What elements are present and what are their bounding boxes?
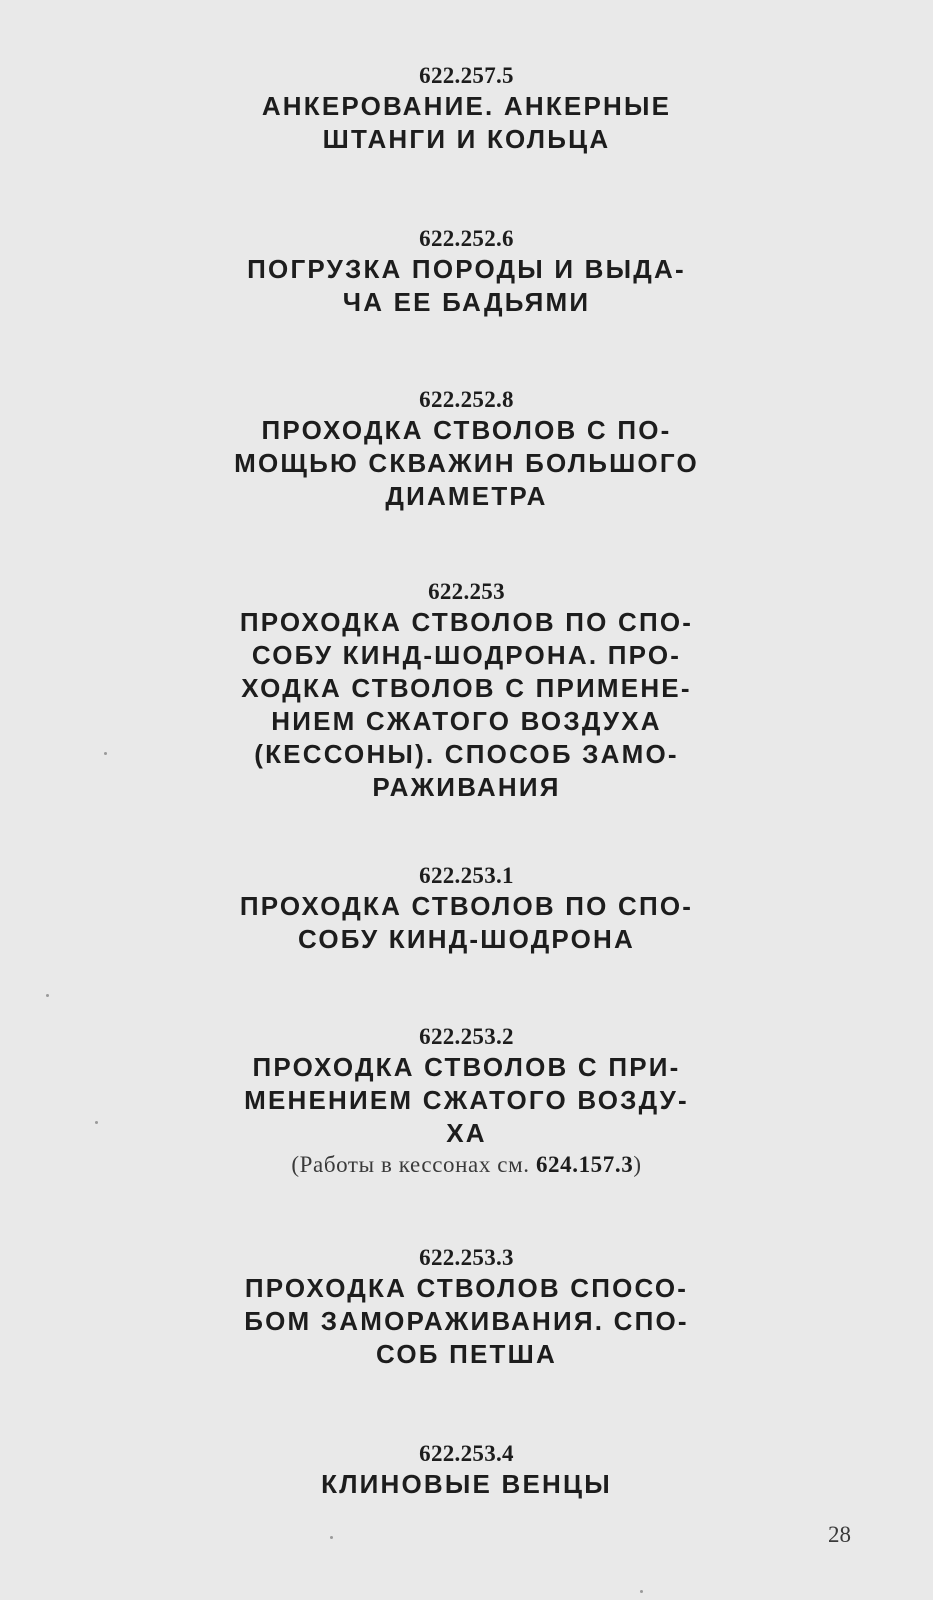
heading-line: БОМ ЗАМОРАЖИВАНИЯ. СПО- — [244, 1306, 689, 1336]
entry-code: 622.253.4 — [419, 1441, 514, 1466]
entry-large-diameter-boreholes — [0, 386, 933, 513]
entry-rock-loading — [0, 225, 933, 319]
heading-line: ХА — [446, 1118, 487, 1148]
entry-code: 622.253 — [428, 579, 505, 604]
entry-anchoring — [0, 62, 933, 156]
heading-line: СОБ ПЕТША — [376, 1339, 557, 1369]
entry-heading — [0, 890, 933, 956]
heading-line: СОБУ КИНД-ШОДРОНА. ПРО- — [251, 640, 682, 670]
entry-kind-chaudron — [0, 862, 933, 956]
entry-kind-chaudron-method — [0, 578, 933, 804]
entry-heading — [0, 90, 933, 156]
scan-speck — [330, 1536, 333, 1539]
heading-line: ПОГРУЗКА ПОРОДЫ И ВЫДА- — [247, 254, 686, 284]
entry-heading — [0, 606, 933, 804]
scan-speck — [640, 1590, 643, 1593]
note-text: (Работы в кессонах см. — [291, 1152, 536, 1177]
page-number: 28 — [828, 1522, 851, 1547]
heading-line: ПРОХОДКА СТВОЛОВ ПО СПО- — [239, 607, 694, 637]
heading-line: ПРОХОДКА СТВОЛОВ СПОСО- — [244, 1273, 689, 1303]
scan-speck — [104, 752, 107, 755]
heading-line: СОБУ КИНД-ШОДРОНА — [297, 924, 635, 954]
heading-line: АНКЕРОВАНИЕ. АНКЕРНЫЕ — [261, 91, 672, 121]
entry-code: 622.253.3 — [419, 1245, 514, 1270]
entry-code: 622.253.1 — [419, 863, 514, 888]
heading-line: МЕНЕНИЕМ СЖАТОГО ВОЗДУ- — [244, 1085, 689, 1115]
entry-compressed-air — [0, 1023, 933, 1180]
entry-code: 622.252.8 — [419, 387, 514, 412]
entry-code: 622.253.2 — [419, 1024, 514, 1049]
entry-heading — [0, 414, 933, 513]
entry-code: 622.257.5 — [419, 63, 514, 88]
heading-line: ПРОХОДКА СТВОЛОВ С ПРИ- — [252, 1052, 681, 1082]
note-close: ) — [633, 1152, 642, 1177]
heading-line: РАЖИВАНИЯ — [372, 772, 561, 802]
cross-reference-note — [0, 1150, 933, 1180]
entry-heading — [0, 1272, 933, 1371]
scan-speck — [46, 994, 49, 997]
heading-line: ДИАМЕТРА — [385, 481, 548, 511]
entry-heading — [0, 1051, 933, 1150]
heading-line: ХОДКА СТВОЛОВ С ПРИМЕНЕ- — [241, 673, 692, 703]
heading-line: ШТАНГИ И КОЛЬЦА — [322, 124, 611, 154]
entry-freezing-method — [0, 1244, 933, 1371]
heading-line: ЧА ЕЕ БАДЬЯМИ — [342, 287, 591, 317]
entry-code: 622.252.6 — [419, 226, 514, 251]
heading-line: НИЕМ СЖАТОГО ВОЗДУХА — [271, 706, 662, 736]
heading-line: КЛИНОВЫЕ ВЕНЦЫ — [321, 1469, 612, 1499]
scan-speck — [95, 1121, 98, 1124]
heading-line: ПРОХОДКА СТВОЛОВ С ПО- — [261, 415, 672, 445]
entry-wedge-cribs — [0, 1440, 933, 1501]
entry-heading — [0, 253, 933, 319]
note-reference-code: 624.157.3 — [535, 1152, 634, 1177]
entry-heading — [0, 1468, 933, 1501]
heading-line: ПРОХОДКА СТВОЛОВ ПО СПО- — [239, 891, 694, 921]
heading-line: (КЕССОНЫ). СПОСОБ ЗАМО- — [254, 739, 679, 769]
heading-line: МОЩЬЮ СКВАЖИН БОЛЬШОГО — [234, 448, 699, 478]
